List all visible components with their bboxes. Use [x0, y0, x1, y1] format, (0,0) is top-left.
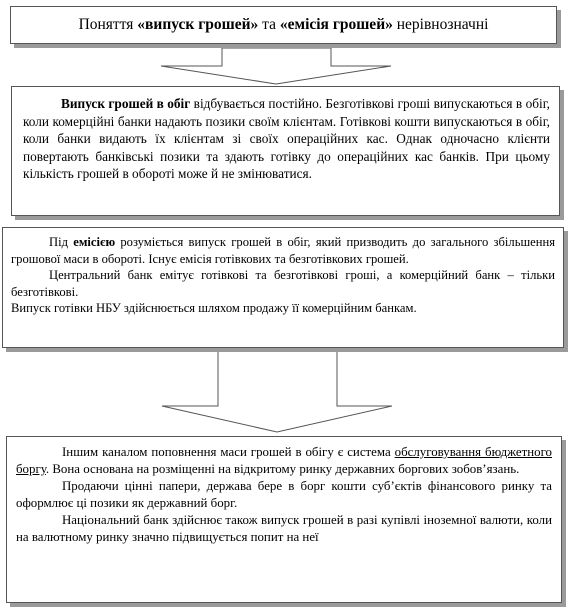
emission-paragraph-3: Випуск готівки НБУ здійснюється шляхом продажу її комерційним банкам. [11, 301, 417, 316]
budget-debt-term: обслуговування бюджетного боргу [16, 445, 552, 477]
arrow-box2-to-box3 [162, 348, 392, 432]
release-paragraph: Випуск грошей в обіг відбувається постійно. Безготівкові гроші випускаються в обіг, коли комерційні банки надають позики своїм клієнтам. Готівкові кошти випускаються в обіг, коли банки видають їх клієнтам зі своїх операційних кас. Однак одночасно клієнти повертають банківські позики та здають готівку до операційних кас банків. При цьому кількість грошей в обороті може й не змінюватися. [23, 96, 550, 182]
channel-paragraph-2: Продаючи цінні папери, держава бере в борг кошти суб’єктів фінансового ринку та оформлює ці позики як державний борг. [16, 479, 552, 511]
arrow-title-to-box1 [161, 48, 391, 84]
emission-definition-box [2, 227, 564, 348]
title-text: Поняття «випуск грошей» та «емісія грошей» нерівнозначні [78, 15, 489, 33]
budget-debt-channel-box [6, 436, 562, 603]
channel-paragraph-1: Іншим каналом поповнення маси грошей в обігу є система обслуговування бюджетного боргу. Вона основана на розміщенні на відкритому ринку державних боргових зобов’язань. [16, 445, 552, 477]
emission-term: емісією [73, 235, 116, 249]
channel-paragraph-3: Національний банк здійснює також випуск грошей в разі купівлі іноземної валюти, коли на валютному ринку значно підвищується попит на неї [16, 513, 552, 545]
emission-paragraph-2: Центральний банк емітує готівкові та безготівкові гроші, а комерційний банк – тільки безготівкові. [11, 268, 555, 299]
title-box [10, 6, 557, 44]
title-term-release: «випуск грошей» [137, 15, 259, 33]
emission-paragraph-1: Під емісією розуміється випуск грошей в обіг, який призводить до загального збільшення грошової маси в обороті. Існує емісія готівкових та безготівкових грошей. [11, 235, 556, 266]
release-definition-box [11, 86, 560, 216]
title-term-emission: «емісія грошей» [279, 15, 393, 33]
release-term: Випуск грошей в обіг [61, 96, 191, 111]
